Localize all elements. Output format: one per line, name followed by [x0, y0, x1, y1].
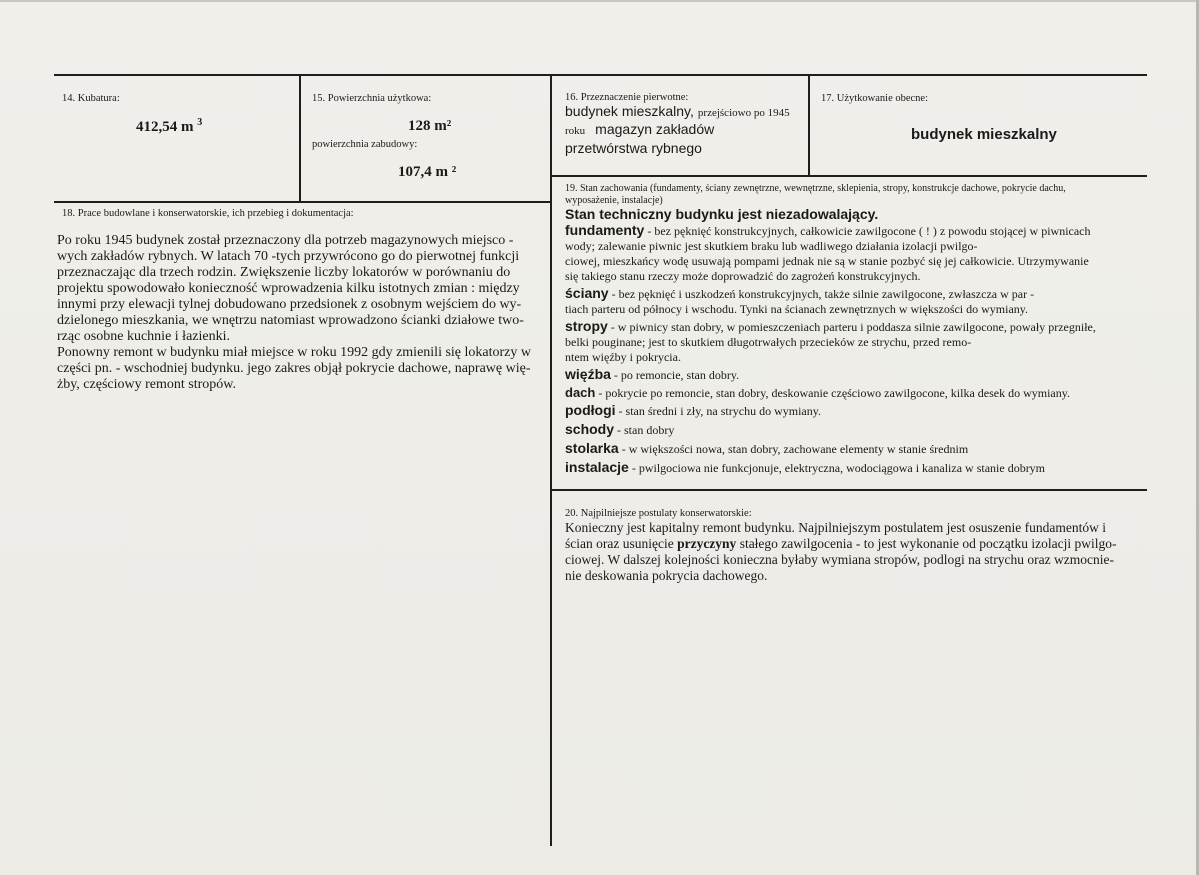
box18-line: dzielonego mieszkania, we wnętrzu natomiast wprowadzono ścianki działowe two-: [57, 313, 524, 328]
built-area-value: 107,4 m ²: [398, 164, 457, 180]
stropy-line: [565, 319, 1145, 335]
term-stropy: stropy: [565, 318, 608, 334]
fundamenty-line-3: ciowej, mieszkańcy wodę usuwają pompami jednak nie są w stanie pozbyć się jej całkowicie. Utrzymywanie: [565, 254, 1089, 268]
box20-label: 20. Najpilniejsze postulaty konserwatorskie:: [565, 508, 752, 519]
box14-value: [136, 117, 202, 136]
schody-desc: - stan dobry: [614, 423, 675, 437]
term-sciany: ściany: [565, 285, 609, 301]
wiezba-line: [565, 367, 1145, 383]
cubature-unit-sup: 3: [197, 117, 203, 128]
box19-text: [565, 206, 1145, 476]
box20-line2-a: ścian oraz usunięcie: [565, 536, 678, 551]
rule-v-2: [550, 74, 552, 846]
box18-line: wych zakładów rybnych. W latach 70 -tych przywrócono go do pierwotnej funkcji: [57, 249, 520, 264]
instalacje-line: [565, 460, 1145, 476]
rule-lower-right: [551, 489, 1147, 491]
term-schody: schody: [565, 421, 615, 437]
box18-line: rząc osobne kuchnie i łazienki.: [57, 329, 230, 344]
box18-label: 18. Prace budowlane i konserwatorskie, ich przebieg i dokumentacja:: [62, 208, 354, 219]
dach-desc: - pokrycie po remoncie, stan dobry, deskowanie częściowo zawilgocone, kilka desek do wymiany.: [595, 386, 1070, 400]
box16-label: 16. Przeznaczenie pierwotne:: [565, 92, 689, 103]
fundamenty-desc: - bez pęknięć konstrukcyjnych, całkowicie zawilgocone ( ! ) z powodu stojącej w piwnicach: [644, 224, 1091, 238]
box16-line1: [565, 103, 790, 121]
podlogi-line: [565, 403, 1145, 419]
box16-line1-big: budynek mieszkalny,: [565, 103, 694, 119]
sciany-desc: - bez pęknięć i uszkodzeń konstrukcyjnych, także silnie zawilgocone, zwłaszcza w par -: [608, 287, 1035, 301]
term-stolarka: stolarka: [565, 440, 619, 456]
stropy-line-2: belki pouginane; jest to skutkiem długotrwałych przecieków ze strychu, przed remo-: [565, 335, 972, 349]
rule-top: [54, 74, 1147, 76]
box18-line: innymi przy elewacji tylnej dobudowano przedsionek z osobnym wejściem do wy-: [57, 297, 522, 312]
condition-heading: Stan techniczny budynku jest niezadowalający.: [565, 206, 879, 222]
term-wiezba: więźba: [565, 366, 611, 382]
box16-line3: przetwórstwa rybnego: [565, 140, 702, 156]
stolarka-desc: - w większości nowa, stan dobry, zachowane elementy w stanie średnim: [618, 442, 969, 456]
term-podlogi: podłogi: [565, 402, 616, 418]
box18-text: [57, 233, 549, 393]
wiezba-desc: - po remoncie, stan dobry.: [610, 368, 740, 382]
box19-label-1: 19. Stan zachowania (fundamenty, ściany zewnętrzne, wewnętrzne, sklepienia, stropy, konstrukcje dachowe, pokrycie dachu,: [565, 183, 1066, 194]
box16-line2-small: roku: [565, 125, 586, 137]
box18-line: części pn. - wschodniej budynku. jego zakres objął pokrycie dachowe, naprawę wię-: [57, 361, 531, 376]
stolarka-line: [565, 441, 1145, 457]
box20-line2-emph: przyczyny: [677, 536, 737, 551]
rule-mid-right: [551, 175, 1147, 177]
box15-label: 15. Powierzchnia użytkowa:: [312, 93, 432, 104]
box16-line2: [565, 121, 714, 139]
rule-mid-left: [54, 201, 551, 203]
box18-line: przeznaczając dla trzech rodzin. Zwiększenie liczby lokatorów w porównaniu do: [57, 265, 511, 280]
scan-edge-top: [0, 0, 1199, 2]
rule-v-1: [299, 74, 301, 201]
term-instalacje: instalacje: [565, 459, 629, 475]
stropy-line-3: ntem więźby i pokrycia.: [565, 350, 681, 364]
fundamenty-line-2: wody; zalewanie piwnic jest skutkiem braku lub wadliwego działania izolacji pwilgo-: [565, 239, 978, 253]
term-fundamenty: fundamenty: [565, 222, 645, 238]
fundamenty-line-4: się takiego stanu rzeczy może doprowadzić do zagrożeń konstrukcyjnych.: [565, 269, 921, 283]
podlogi-desc: - stan średni i zły, na strychu do wymiany.: [615, 404, 821, 418]
sciany-line: [565, 286, 1145, 302]
dach-line: [565, 385, 1145, 401]
box19-label-2: wyposażenie, instalacje): [565, 195, 663, 206]
cubature-value: 412,54 m: [136, 119, 194, 135]
box17-label: 17. Użytkowanie obecne:: [821, 93, 929, 104]
box14-label: 14. Kubatura:: [62, 93, 120, 104]
box20-line: [565, 536, 1145, 552]
box18-line: Po roku 1945 budynek został przeznaczony dla potrzeb magazynowych miejsco -: [57, 233, 514, 248]
box20-line: Konieczny jest kapitalny remont budynku. Najpilniejszym postulatem jest osuszenie fundamentów i: [565, 520, 1107, 535]
box18-line: Ponowny remont w budynku miał miejsce w roku 1992 gdy zmienili się lokatorzy w: [57, 345, 531, 360]
schody-line: [565, 422, 1145, 438]
rule-v-3: [808, 74, 810, 175]
term-dach: dach: [565, 385, 596, 400]
box20-line2-c: stałego zawilgocenia - to jest wykonanie od początku izolacji pwilgo-: [736, 536, 1117, 551]
stropy-desc: - w piwnicy stan dobry, w pomieszczeniach parteru i poddasza silnie zawilgocone, powały przegniłe,: [607, 320, 1096, 334]
fundamenty-line: [565, 223, 1145, 239]
box16-line2-big: magazyn zakładów: [595, 121, 715, 137]
box20-text: [565, 520, 1145, 584]
box20-line: nie deskowania pokrycia dachowego.: [565, 568, 768, 583]
box15-label2: powierzchnia zabudowy:: [312, 139, 418, 150]
box18-line: żby, częściowy remont stropów.: [57, 377, 236, 392]
instalacje-desc: - pwilgociowa nie funkcjonuje, elektryczna, wodociągowa i kanaliza w stanie dobrym: [628, 461, 1046, 475]
usable-area-value: 128 m²: [408, 118, 452, 134]
box20-line: ciowej. W dalszej kolejności konieczna byłaby wymiana stropów, podlogi na strychu oraz wzmocnie-: [565, 552, 1114, 567]
current-use-value: budynek mieszkalny: [911, 126, 1057, 143]
sciany-line-2: tiach parteru od północy i wschodu. Tynki na ścianach zewnętrznych w większości do wymiany.: [565, 302, 1029, 316]
box18-line: projektu spowodowało konieczność wprowadzenia kilku istotnych zmian : między: [57, 281, 520, 296]
box16-line1-small: przejściowo po 1945: [697, 107, 790, 119]
